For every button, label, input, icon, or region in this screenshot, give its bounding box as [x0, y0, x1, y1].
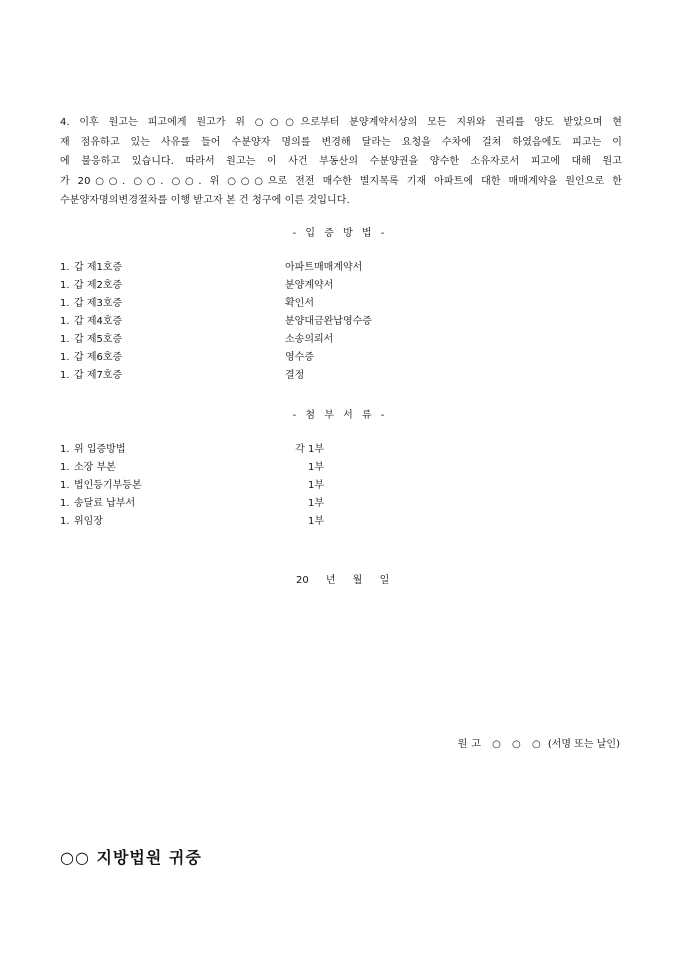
plaintiff-label: 원고 — [457, 739, 485, 750]
evidence-document: 분양대금완납영수증 — [285, 316, 372, 327]
evidence-item — [60, 313, 460, 331]
attachment-item — [60, 441, 360, 459]
evidence-item — [60, 277, 460, 295]
paragraph-line: 수분양자명의변경절차를 이행 받고자 본 건 청구에 이른 것입니다. — [60, 195, 350, 206]
court-addressee: ○○ 지방법원 귀중 — [60, 848, 202, 867]
filing-date: 20 년 월 일 — [296, 575, 390, 586]
evidence-label: 갑 제3호증 — [74, 298, 123, 309]
item-number: 1. — [60, 370, 70, 381]
evidence-item — [60, 367, 460, 385]
evidence-document: 결정 — [285, 370, 305, 381]
evidence-label: 갑 제2호증 — [74, 280, 123, 291]
evidence-document: 아파트매매계약서 — [285, 262, 363, 273]
evidence-item — [60, 331, 460, 349]
evidence-label: 갑 제6호증 — [74, 352, 123, 363]
attachment-label: 송달료 납부서 — [74, 498, 136, 509]
evidence-item — [60, 295, 460, 313]
item-number: 1. — [60, 262, 70, 273]
attachment-item — [60, 477, 360, 495]
plaintiff-name: ○ ○ ○ — [492, 739, 545, 750]
item-number: 1. — [60, 352, 70, 363]
item-number: 1. — [60, 516, 70, 527]
attachment-label: 소장 부본 — [74, 462, 116, 473]
evidence-item — [60, 349, 460, 367]
evidence-document: 영수증 — [285, 352, 314, 363]
claim-paragraph — [60, 113, 622, 211]
attachment-count: 1부 — [307, 480, 324, 491]
item-number: 1. — [60, 444, 70, 455]
attachment-item — [60, 495, 360, 513]
attachments-list — [60, 441, 360, 531]
paragraph-line: 가 20○○. ○○. ○○. 위 ○○○으로 전전 매수한 별지목록 기재 아파트에 대한 매매계약을 원인으로 한 — [60, 175, 622, 187]
item-number: 1. — [60, 462, 70, 473]
attachment-label: 위임장 — [74, 516, 103, 527]
paragraph-line: 4. 이후 원고는 피고에게 원고가 위 ○○○으로부터 분양계약서상의 모든 지위와 권리를 양도 받았으며 현 — [60, 117, 622, 128]
evidence-label: 갑 제7호증 — [74, 370, 123, 381]
signature-note: (서명 또는 날인) — [547, 739, 620, 750]
evidence-section-title: - 입 증 방 법 - — [292, 228, 388, 239]
attachment-count: 1부 — [307, 498, 324, 509]
evidence-document: 소송의뢰서 — [285, 334, 334, 345]
attachments-section-title: - 첨 부 서 류 - — [292, 410, 388, 421]
paragraph-line: 재 점유하고 있는 사유를 들어 수분양자 명의를 변경해 달라는 요청을 수차에 걸쳐 하였음에도 피고는 이 — [60, 136, 622, 148]
attachment-label: 법인등기부등본 — [74, 480, 142, 491]
attachment-count: 1부 — [307, 462, 324, 473]
evidence-item — [60, 259, 460, 277]
evidence-document: 확인서 — [285, 298, 314, 309]
item-number: 1. — [60, 498, 70, 509]
attachment-item — [60, 513, 360, 531]
item-number: 1. — [60, 480, 70, 491]
item-number: 1. — [60, 280, 70, 291]
item-number: 1. — [60, 316, 70, 327]
attachment-count: 1부 — [307, 516, 324, 527]
evidence-list — [60, 259, 460, 385]
attachment-item — [60, 459, 360, 477]
signature-block — [458, 735, 620, 750]
attachment-count: 각 1부 — [295, 444, 324, 455]
item-number: 1. — [60, 334, 70, 345]
evidence-label: 갑 제4호증 — [74, 316, 123, 327]
evidence-document: 분양계약서 — [285, 280, 334, 291]
evidence-label: 갑 제5호증 — [74, 334, 123, 345]
paragraph-line: 에 불응하고 있습니다. 따라서 원고는 이 사건 부동산의 수분양권을 양수한 소유자로서 피고에 대해 원고 — [60, 156, 622, 167]
item-number: 1. — [60, 298, 70, 309]
attachment-label: 위 입증방법 — [74, 444, 126, 455]
evidence-label: 갑 제1호증 — [74, 262, 123, 273]
